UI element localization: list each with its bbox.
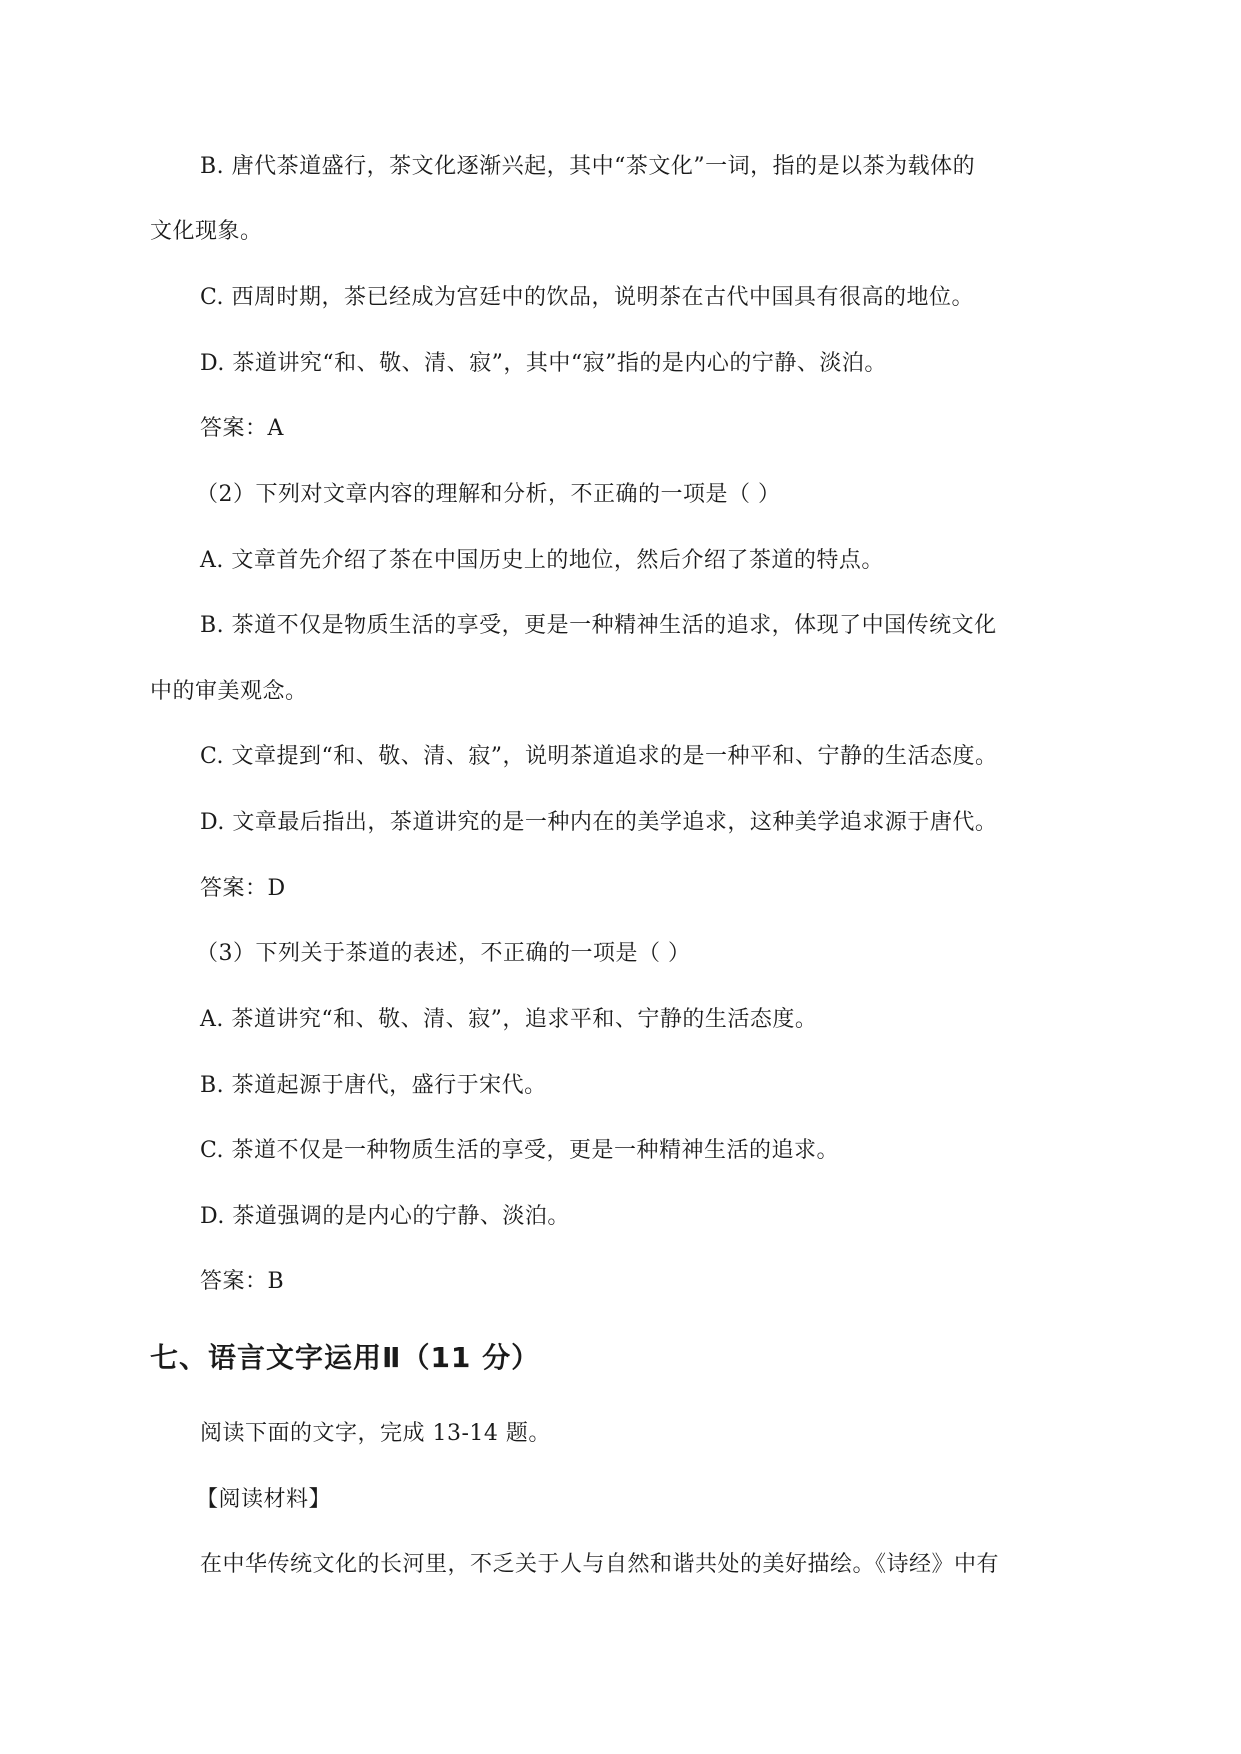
q2-option-c: C. 文章提到“和、敬、清、寂”，说明茶道追求的是一种平和、宁静的生活态度。 <box>200 744 998 769</box>
q2-option-d: D. 文章最后指出，茶道讲究的是一种内在的美学追求，这种美学追求源于唐代。 <box>200 810 998 835</box>
q2-stem: （2）下列对文章内容的理解和分析，不正确的一项是（ ） <box>196 482 781 507</box>
q3-option-a: A. 茶道讲究“和、敬、清、寂”，追求平和、宁静的生活态度。 <box>200 1007 818 1032</box>
q2-option-b-line1: B. 茶道不仅是物质生活的享受，更是一种精神生活的追求，体现了中国传统文化 <box>200 613 997 638</box>
q2-answer: 答案：D <box>200 876 286 901</box>
q2-option-b-line2: 中的审美观念。 <box>150 679 308 704</box>
q1-option-c: C. 西周时期，茶已经成为宫廷中的饮品，说明茶在古代中国具有很高的地位。 <box>200 285 975 310</box>
section-instruction: 阅读下面的文字，完成 13-14 题。 <box>200 1421 551 1446</box>
q3-option-d: D. 茶道强调的是内心的宁静、淡泊。 <box>200 1204 570 1229</box>
q3-answer: 答案：B <box>200 1269 285 1294</box>
q2-option-a: A. 文章首先介绍了茶在中国历史上的地位，然后介绍了茶道的特点。 <box>200 548 884 573</box>
q3-option-c: C. 茶道不仅是一种物质生活的享受，更是一种精神生活的追求。 <box>200 1138 840 1163</box>
q1-answer: 答案：A <box>200 416 284 441</box>
material-label: 【阅读材料】 <box>196 1487 332 1512</box>
q1-option-b-line2: 文化现象。 <box>150 219 263 244</box>
q3-stem: （3）下列关于茶道的表述，不正确的一项是（ ） <box>196 941 691 966</box>
q1-option-b-line1: B. 唐代茶道盛行，茶文化逐渐兴起，其中“茶文化”一词，指的是以茶为载体的 <box>200 154 976 179</box>
material-text: 在中华传统文化的长河里，不乏关于人与自然和谐共处的美好描绘。《诗经》中有 <box>200 1552 1000 1577</box>
q3-option-b: B. 茶道起源于唐代，盛行于宋代。 <box>200 1073 547 1098</box>
q1-option-d: D. 茶道讲究“和、敬、清、寂”，其中“寂”指的是内心的宁静、淡泊。 <box>200 351 887 376</box>
section-heading: 七、语言文字运用Ⅱ（11 分） <box>150 1341 541 1374</box>
